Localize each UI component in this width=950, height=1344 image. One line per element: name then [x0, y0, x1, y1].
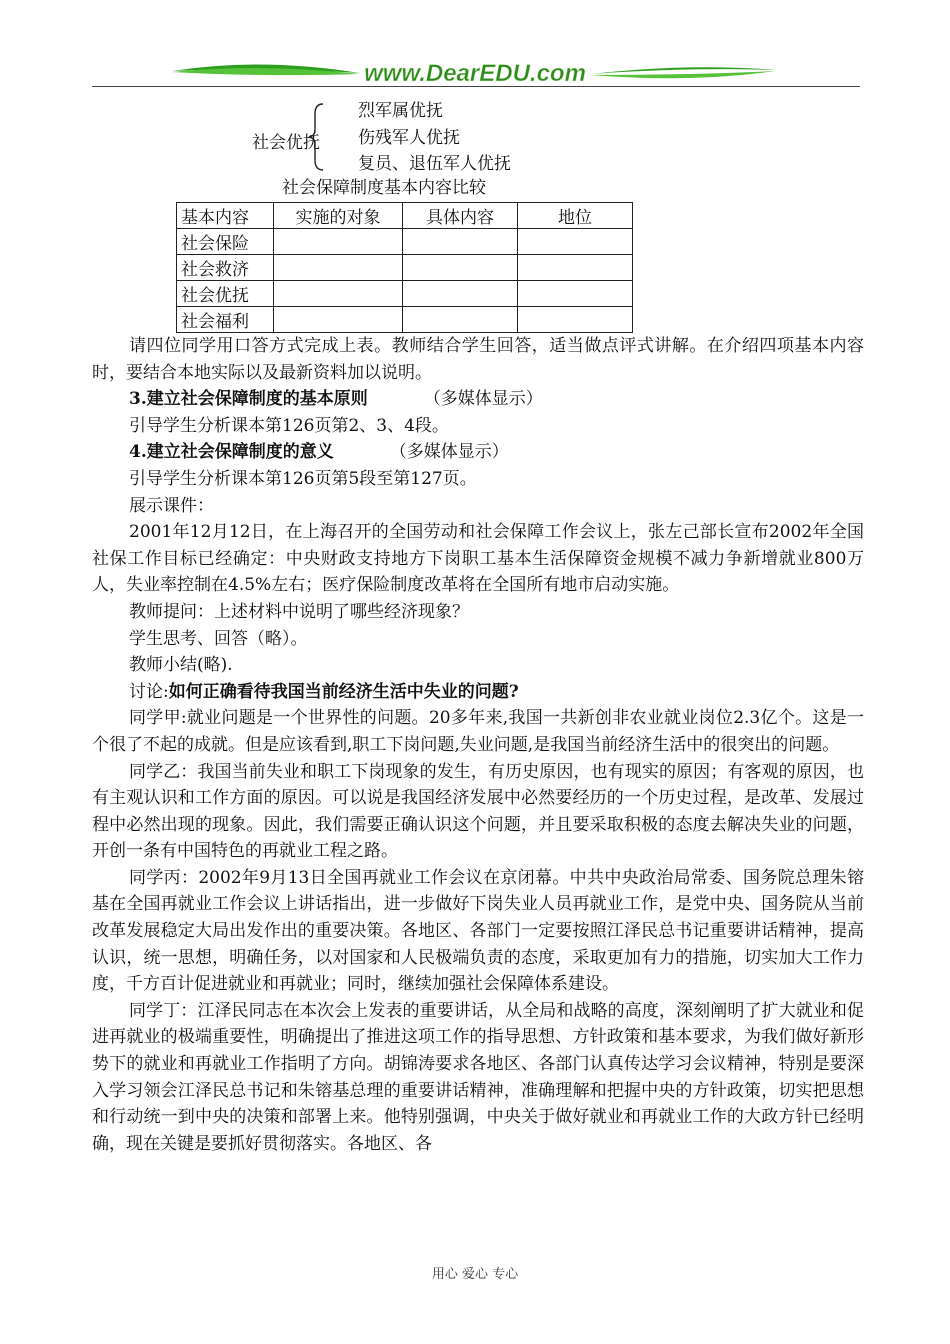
table-cell: [518, 229, 633, 255]
paragraph: 学生思考、回答（略）。: [129, 628, 308, 649]
table-cell: [274, 255, 403, 281]
paragraph: 2001年12月12日，在上海召开的全国劳动和社会保障工作会议上，张左己部长宣布2002年全国社保工作目标已经确定：中央财政支持地方下岗职工基本生活保障资金规模不减力争新增就业800万人，失业率控制在4.5%左右；医疗保险制度改革将在全国所有地市启动实施。: [92, 522, 864, 596]
table-cell: [403, 229, 518, 255]
logo-text: www.DearEDU.com: [364, 60, 586, 87]
row-label: 社会优抚: [177, 281, 274, 307]
paragraph: 展示课件：: [129, 495, 214, 516]
section-heading: [92, 439, 864, 466]
paragraph: 同学丙：2002年9月13日全国再就业工作会议在京闭幕。中共中央政治局常委、国务院总理朱镕基在全国再就业工作会议上讲话指出，进一步做好下岗失业人员再就业工作，是党中央、国务院从当前改革发展稳定大局出发作出的重要决策。各地区、各部门一定要按照江泽民总书记重要讲话精神，提高认识，统一思想，明确任务，以对国家和人民极端负责的态度，采取更加有力的措施，切实加大工作力度，千方百计促进就业和再就业；同时，继续加强社会保障体系建设。: [92, 867, 864, 995]
brace-list: [92, 98, 864, 178]
heading-title: 3.建立社会保障制度的基本原则: [129, 389, 368, 410]
table-cell: [518, 255, 633, 281]
table-row: [177, 229, 633, 255]
table-row: [177, 281, 633, 307]
discussion-prefix: 讨论:: [129, 681, 169, 702]
paragraph: 引导学生分析课本第126页第5段至第127页。: [129, 468, 477, 489]
table-header-cell: 实施的对象: [274, 203, 403, 229]
brace-item: 烈军属优抚: [358, 101, 443, 121]
table-row: [177, 307, 633, 333]
heading-title: 4.建立社会保障制度的意义: [129, 442, 334, 463]
discussion-heading: [92, 679, 864, 706]
table-cell: [274, 229, 403, 255]
row-label: 社会保险: [177, 229, 274, 255]
table-header-row: [177, 203, 633, 229]
table-cell: [403, 281, 518, 307]
heading-note: （多媒体显示）: [389, 442, 509, 463]
row-label: 社会福利: [177, 307, 274, 333]
table-header-cell: 具体内容: [403, 203, 518, 229]
comparison-table: [176, 202, 633, 333]
paragraph: 同学乙：我国当前失业和职工下岗现象的发生，有历史原因，也有现实的原因；有客观的原因，也有主观认识和工作方面的原因。可以说是我国经济发展中必然要经历的一个历史过程，是改革、发展过程中必然出现的现象。因此，我们需要正确认识这个问题，并且要采取积极的态度去解决失业的问题，开创一条有中国特色的再就业工程之路。: [92, 761, 864, 862]
brace-label: 社会优抚: [252, 133, 320, 153]
document-body: [92, 98, 864, 1157]
table-title: 社会保障制度基本内容比较: [282, 178, 486, 198]
table-cell: [274, 307, 403, 333]
discussion-question: 如何正确看待我国当前经济生活中失业的问题?: [168, 681, 519, 702]
heading-note: （多媒体显示）: [423, 389, 543, 410]
left-brace-icon: [307, 102, 327, 172]
page-footer: 用心 爱心 专心: [431, 1267, 519, 1282]
page-header: [0, 55, 950, 95]
section-heading: [92, 386, 864, 413]
table-cell: [403, 307, 518, 333]
table-header-cell: 地位: [518, 203, 633, 229]
header-rule: [92, 86, 860, 87]
table-cell: [518, 281, 633, 307]
table-cell: [274, 281, 403, 307]
row-label: 社会救济: [177, 255, 274, 281]
brace-item: 复员、退伍军人优抚: [358, 154, 511, 174]
paragraph: 请四位同学用口答方式完成上表。教师结合学生回答，适当做点评式讲解。在介绍四项基本内容时，要结合本地实际以及最新资料加以说明。: [92, 336, 864, 383]
table-cell: [518, 307, 633, 333]
site-logo: [170, 55, 780, 89]
paragraph: 教师提问：上述材料中说明了哪些经济现象？: [129, 601, 469, 622]
paragraph: 教师小结(略).: [129, 655, 233, 676]
paragraph: 同学丁：江泽民同志在本次会上发表的重要讲话，从全局和战略的高度，深刻阐明了扩大就业和促进再就业的极端重要性，明确提出了推进这项工作的指导思想、方针政策和基本要求，为我们做好新形势下的就业和再就业工作指明了方向。胡锦涛要求各地区、各部门认真传达学习会议精神，特别是要深入学习领会江泽民总书记和朱镕基总理的重要讲话精神，准确理解和把握中央的方针政策，切实把思想和行动统一到中央的决策和部署上来。他特别强调，中央关于做好就业和再就业工作的大政方针已经明确，现在关键是要抓好贯彻落实。各地区、各: [92, 1000, 864, 1154]
paragraph: 引导学生分析课本第126页第2、3、4段。: [129, 415, 449, 436]
table-row: [177, 255, 633, 281]
brace-item: 伤残军人优抚: [358, 127, 460, 148]
table-cell: [403, 255, 518, 281]
table-header-cell: 基本内容: [177, 203, 274, 229]
paragraph: 同学甲:就业问题是一个世界性的问题。20多年来,我国一共新创非农业就业岗位2.3亿个。这是一个很了不起的成就。但是应该看到,职工下岗问题,失业问题,是我国当前经济生活中的很突出的问题。: [92, 708, 864, 755]
